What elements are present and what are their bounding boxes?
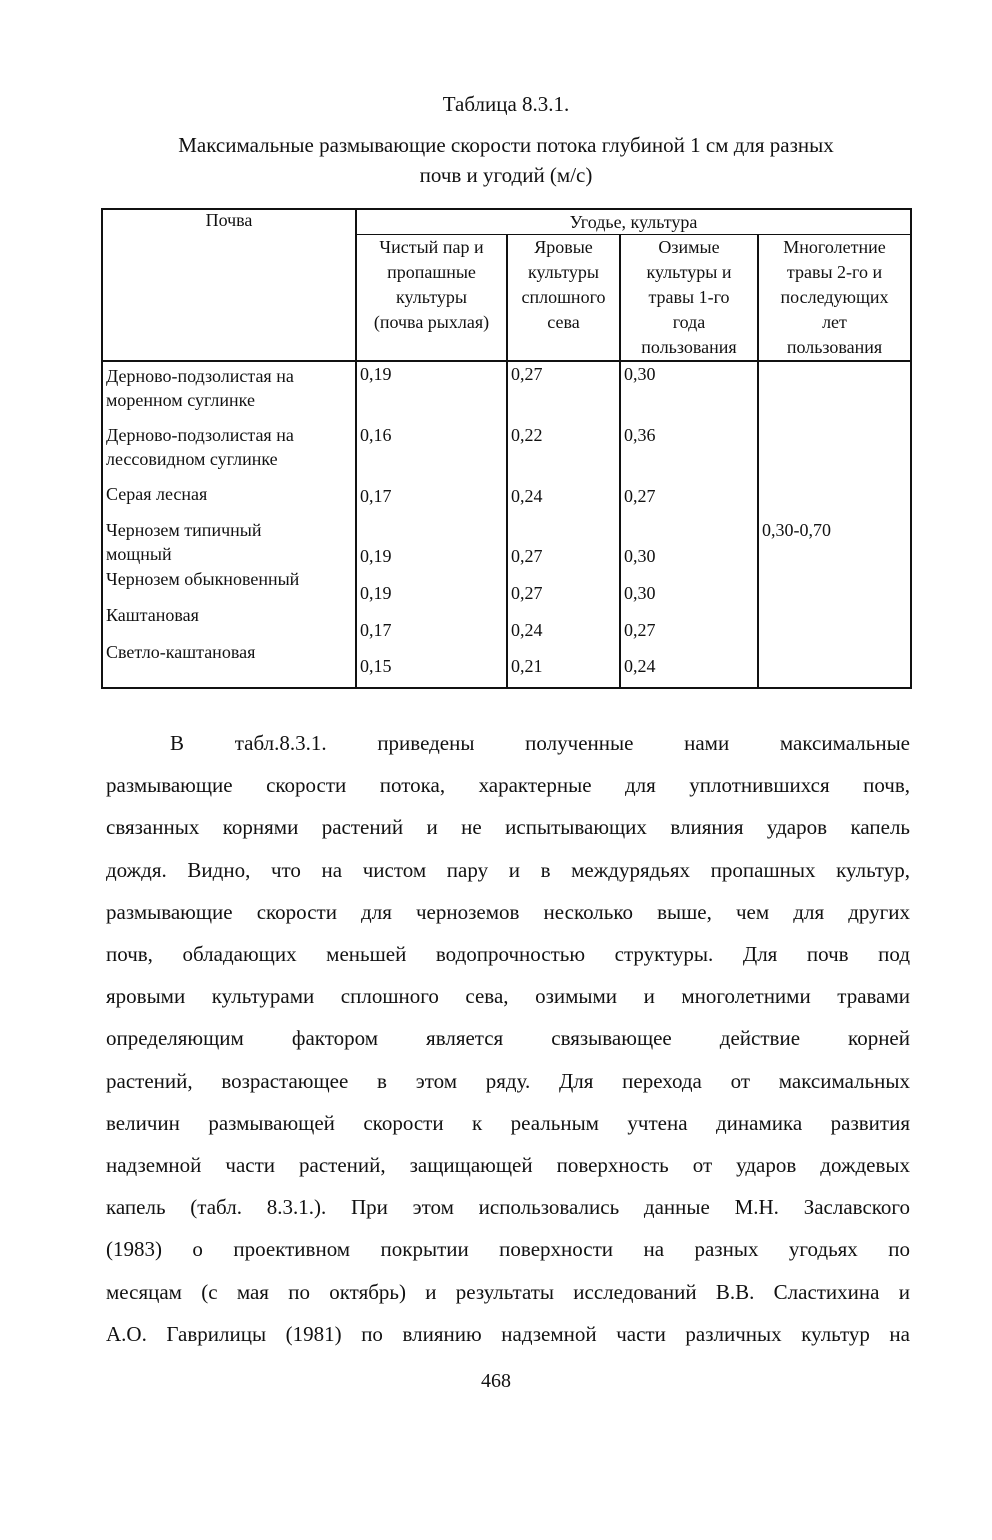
value-cell: 0,27	[511, 546, 543, 566]
paragraph-line: растений, возрастающее в этом ряду. Для перехода от максимальных	[106, 1068, 910, 1093]
paragraph-line: почв, обладающих меньшей водопрочностью структуры. Для почв под	[106, 942, 910, 967]
value-cell: 0,17	[360, 620, 392, 640]
paragraph-line: надземной части растений, защищающей поверхность от ударов дождевых	[106, 1153, 910, 1178]
page-number: 468	[481, 1370, 511, 1392]
column-header-perennial-grasses: Многолетние травы 2-го и последующих лет пользования	[758, 235, 911, 362]
paragraph-line: (1983) о проективном покрытии поверхности на разных угодьях по	[106, 1237, 910, 1262]
paragraph-line: яровыми культурами сплошного сева, озимыми и многолетними травами	[106, 984, 910, 1009]
value-cell: 0,27	[511, 583, 543, 603]
column-header-winter-crops: Озимые культуры и травы 1-го года пользования	[620, 235, 758, 362]
perennial-grasses-column	[758, 361, 911, 688]
value-cell: 0,24	[624, 656, 656, 676]
value-cell: 0,24	[511, 486, 543, 506]
value-cell: 0,24	[511, 620, 543, 640]
fallow-column	[356, 361, 507, 688]
value-cell: 0,30	[624, 364, 656, 384]
soil-name: Серая лесная	[106, 484, 208, 504]
value-cell: 0,36	[624, 425, 656, 445]
soil-header: Почва	[102, 209, 356, 361]
value-cell: 0,30-0,70	[762, 520, 831, 540]
value-cell: 0,19	[360, 364, 392, 384]
soil-column	[102, 361, 356, 688]
column-header-fallow: Чистый пар и пропашные культуры (почва рыхлая)	[356, 235, 507, 362]
soil-name: Каштановая	[106, 605, 199, 625]
soil-name: Чернозем обыкновенный	[106, 569, 300, 589]
paragraph-line: А.О. Гаврилицы (1981) по влиянию надземной части различных культур на	[106, 1321, 910, 1346]
soil-name: Дерново-подзолистая на лессовидном суглинке	[106, 425, 294, 469]
value-cell: 0,22	[511, 425, 543, 445]
soil-name: Светло-каштановая	[106, 642, 256, 662]
winter-crops-column	[620, 361, 758, 688]
value-cell: 0,17	[360, 486, 392, 506]
value-cell: 0,21	[511, 656, 543, 676]
paragraph-line: величин размывающей скорости к реальным учтена динамика развития	[106, 1110, 910, 1135]
table-number: Таблица 8.3.1.	[442, 92, 570, 116]
table-title-line: почв и угодий (м/с)	[419, 163, 593, 187]
spring-crops-column	[507, 361, 620, 688]
paragraph-line: определяющим фактором является связывающее действие корней	[106, 1026, 910, 1051]
body-paragraph	[106, 722, 910, 1355]
value-cell: 0,16	[360, 425, 392, 445]
paragraph-line: месяцам (с мая по октябрь) и результаты исследований В.В. Сластихина и	[106, 1279, 910, 1304]
value-cell: 0,27	[624, 620, 656, 640]
paragraph-line: В табл.8.3.1. приведены полученные нами максимальные	[170, 731, 910, 755]
soil-name: Дерново-подзолистая на моренном суглинке	[106, 366, 294, 410]
table-title-line: Максимальные размывающие скорости потока глубиной 1 см для разных	[178, 133, 834, 157]
value-cell: 0,30	[624, 546, 656, 566]
value-cell: 0,27	[624, 486, 656, 506]
paragraph-line: размывающие скорости потока, характерные для уплотнившихся почв,	[106, 773, 910, 798]
paragraph-line: дождя. Видно, что на чистом пару и в междурядьях пропашных культур,	[106, 857, 910, 882]
value-cell: 0,19	[360, 546, 392, 566]
paragraph-line: капель (табл. 8.3.1.). При этом использовались данные М.Н. Заславского	[106, 1195, 910, 1220]
column-header-spring-crops: Яровые культуры сплошного сева	[507, 235, 620, 362]
value-cell: 0,19	[360, 583, 392, 603]
value-cell: 0,15	[360, 656, 392, 676]
land-use-header: Угодье, культура	[356, 209, 911, 235]
soil-name: Чернозем типичный мощный	[106, 520, 262, 564]
value-cell: 0,30	[624, 583, 656, 603]
paragraph-line: размывающие скорости для черноземов несколько выше, чем для других	[106, 899, 910, 924]
erosion-velocity-table	[101, 208, 912, 689]
table-title	[10, 130, 992, 190]
value-cell: 0,27	[511, 364, 543, 384]
paragraph-line: связанных корнями растений и не испытывающих влияния ударов капель	[106, 815, 910, 840]
